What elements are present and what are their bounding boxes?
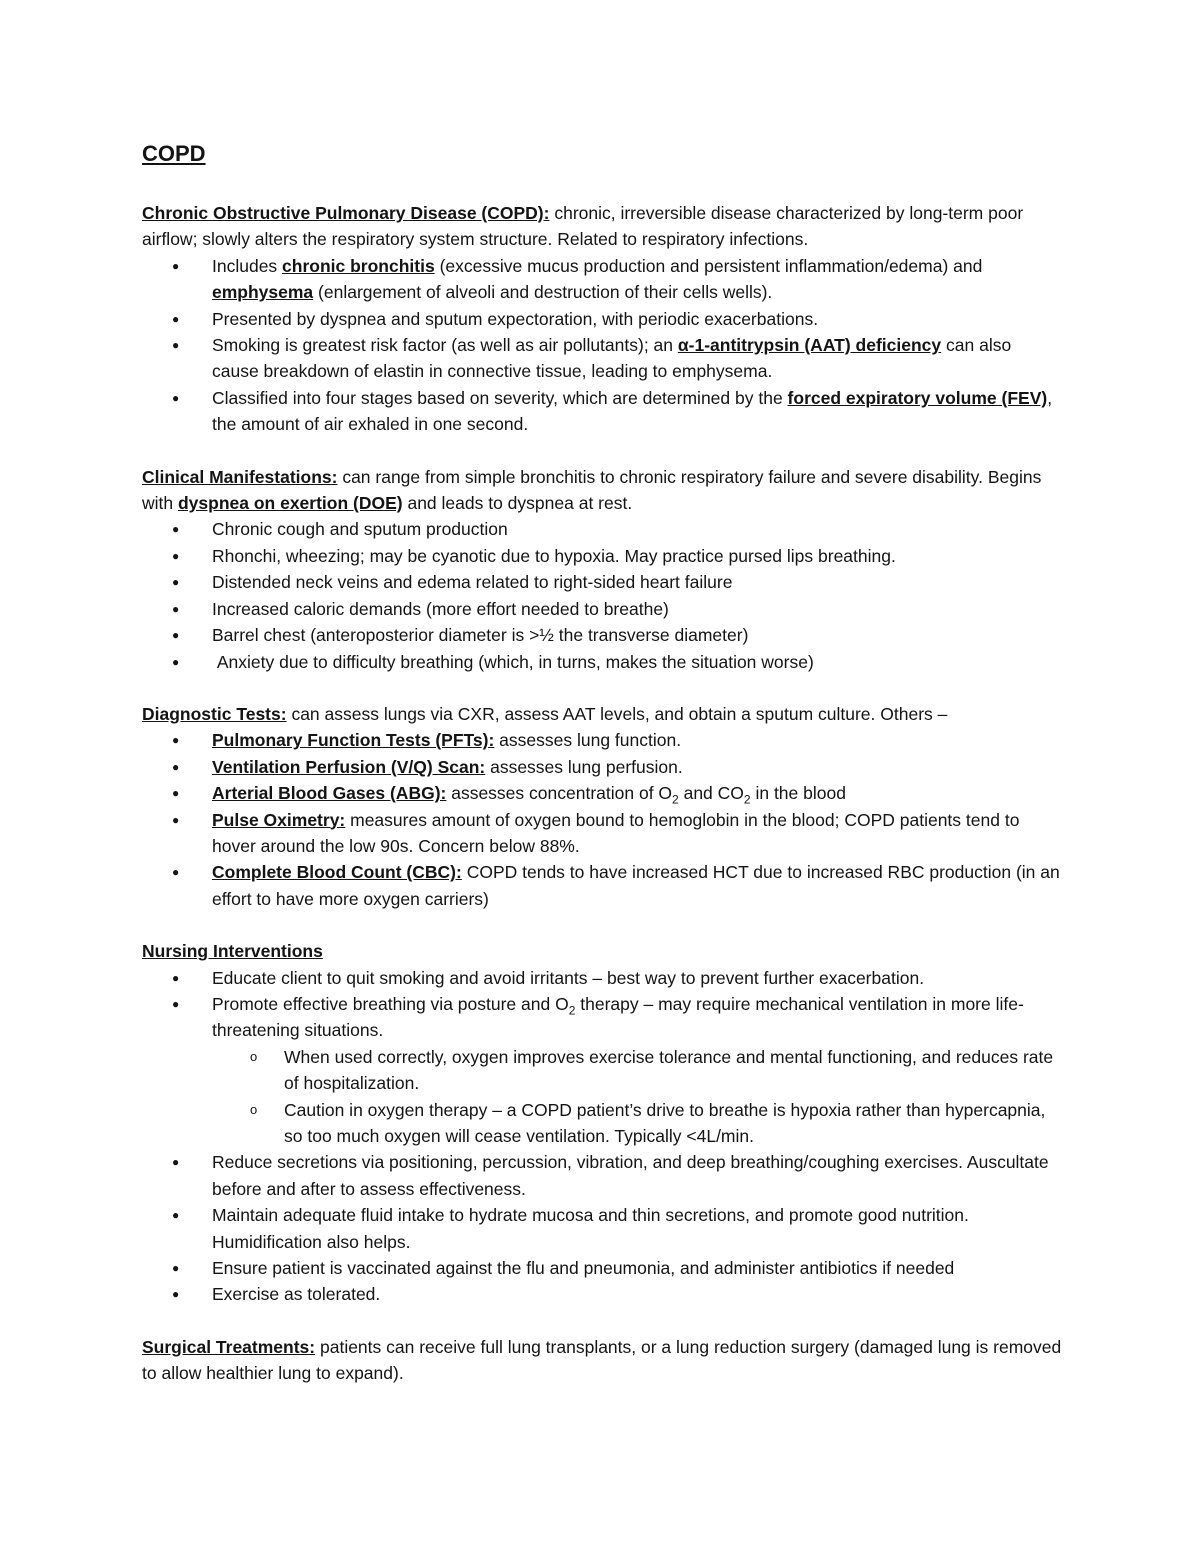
key-term: forced expiratory volume (FEV)	[787, 387, 1048, 408]
nursing-term: Nursing Interventions	[142, 941, 323, 962]
list-item	[142, 780, 1062, 806]
list-item: ● Chronic cough and sputum production	[142, 516, 1062, 542]
list-item: ● Reduce secretions via positioning, percussion, vibration, and deep breathing/coughing exercises. Auscultate before and after to assess effectiveness.	[142, 1149, 1062, 1202]
text: Presented by dyspnea and sputum expectoration, with periodic exacerbations.	[212, 308, 819, 329]
key-term: Pulse Oximetry:	[212, 809, 346, 830]
nursing-heading	[142, 938, 1062, 964]
definition-text: chronic, irreversible disease characterized by long-term poor airflow; slowly alters the respiratory system structure. Related to respiratory infections.	[142, 203, 1024, 250]
clinical-list	[142, 516, 1062, 674]
key-term: emphysema	[212, 282, 314, 303]
text: COPD tends to have increased HCT due to increased RBC production (in an effort to have more oxygen carriers)	[212, 862, 1060, 909]
text: Promote effective breathing via posture and O	[212, 993, 569, 1014]
text: can range from simple bronchitis to chronic respiratory failure and severe disability. Begins with	[142, 466, 1042, 514]
text: can also cause breakdown of elastin in connective tissue, leading to emphysema.	[212, 335, 1012, 382]
text: and leads to dyspnea at rest.	[402, 493, 633, 514]
text: assesses lung function.	[494, 730, 682, 751]
clinical-paragraph	[142, 464, 1062, 517]
list-item: ● Anxiety due to difficulty breathing (which, in turns, makes the situation worse)	[142, 649, 1062, 675]
text: patients can receive full lung transplants, or a lung reduction surgery (damaged lung is removed to allow healthier lung to expand).	[142, 1336, 1062, 1384]
subscript: 2	[743, 792, 751, 807]
text: in the blood	[750, 783, 846, 804]
text: Includes	[212, 255, 283, 276]
key-term: Complete Blood Count (CBC):	[212, 862, 462, 883]
text: , the amount of air exhaled in one second.	[212, 387, 1053, 435]
surgical-term: Surgical Treatments:	[142, 1336, 316, 1357]
text: Classified into four stages based on severity, which are determined by the	[212, 387, 788, 408]
subscript: 2	[568, 1003, 576, 1018]
key-term: chronic bronchitis	[282, 255, 435, 276]
list-item	[142, 253, 1062, 306]
key-term: Ventilation Perfusion (V/Q) Scan:	[212, 756, 486, 777]
definition-paragraph	[142, 200, 1062, 253]
text: assesses concentration of O	[446, 783, 673, 804]
diagnostic-term: Diagnostic Tests:	[142, 703, 287, 724]
key-term: Pulmonary Function Tests (PFTs):	[212, 730, 495, 751]
text: (excessive mucus production and persistent inflammation/edema) and	[434, 255, 983, 276]
list-item	[142, 991, 1062, 1149]
text: therapy – may require mechanical ventilation in more life-threatening situations.	[212, 993, 1024, 1041]
list-item	[142, 306, 1062, 332]
document-page	[142, 140, 1062, 1387]
text: can assess lungs via CXR, assess AAT levels, and obtain a sputum culture. Others –	[286, 703, 948, 724]
text: assesses lung perfusion.	[485, 756, 683, 777]
key-term: α-1-antitrypsin (AAT) deficiency	[677, 335, 942, 356]
subscript: 2	[672, 792, 679, 807]
list-item	[142, 754, 1062, 780]
list-item: ● Increased caloric demands (more effort needed to breathe)	[142, 596, 1062, 622]
list-item	[142, 727, 1062, 753]
list-item: ● Barrel chest (anteroposterior diameter is >½ the transverse diameter)	[142, 622, 1062, 648]
clinical-term: Clinical Manifestations:	[142, 466, 338, 487]
definition-list	[142, 253, 1062, 438]
sub-list-item: o When used correctly, oxygen improves exercise tolerance and mental functioning, and reduces rate of hospitalization.	[212, 1044, 1062, 1097]
list-item	[142, 859, 1062, 912]
list-item: ● Ensure patient is vaccinated against the flu and pneumonia, and administer antibiotics if needed	[142, 1255, 1062, 1281]
key-term: dyspnea on exertion (DOE)	[177, 493, 403, 514]
surgical-paragraph	[142, 1334, 1062, 1387]
definition-term: Chronic Obstructive Pulmonary Disease (COPD):	[142, 203, 550, 223]
list-item	[142, 385, 1062, 438]
diagnostic-list	[142, 727, 1062, 912]
nursing-sublist	[142, 1044, 1062, 1150]
list-item	[142, 332, 1062, 385]
page-title: COPD	[142, 141, 206, 166]
list-item: ● Distended neck veins and edema related to right-sided heart failure	[142, 569, 1062, 595]
key-term: Arterial Blood Gases (ABG):	[212, 783, 447, 804]
text: (enlargement of alveoli and destruction of their cells wells).	[313, 282, 773, 303]
list-item: ● Rhonchi, wheezing; may be cyanotic due to hypoxia. May practice pursed lips breathing.	[142, 543, 1062, 569]
list-item: ● Maintain adequate fluid intake to hydrate mucosa and thin secretions, and promote good nutrition. Humidification also helps.	[142, 1202, 1062, 1255]
text: Smoking is greatest risk factor (as well as air pollutants); an	[212, 335, 678, 356]
nursing-list	[142, 965, 1062, 1308]
diagnostic-paragraph	[142, 701, 1062, 727]
text: and CO	[678, 783, 744, 804]
text: measures amount of oxygen bound to hemoglobin in the blood; COPD patients tend to hover around the low 90s. Concern below 88%.	[212, 809, 1020, 856]
list-item: ● Exercise as tolerated.	[142, 1281, 1062, 1307]
list-item	[142, 807, 1062, 860]
sub-list-item: o Caution in oxygen therapy – a COPD patient’s drive to breathe is hypoxia rather than hypercapnia, so too much oxygen will cease ventilation. Typically <4L/min.	[212, 1097, 1062, 1150]
list-item: ● Educate client to quit smoking and avoid irritants – best way to prevent further exacerbation.	[142, 965, 1062, 991]
